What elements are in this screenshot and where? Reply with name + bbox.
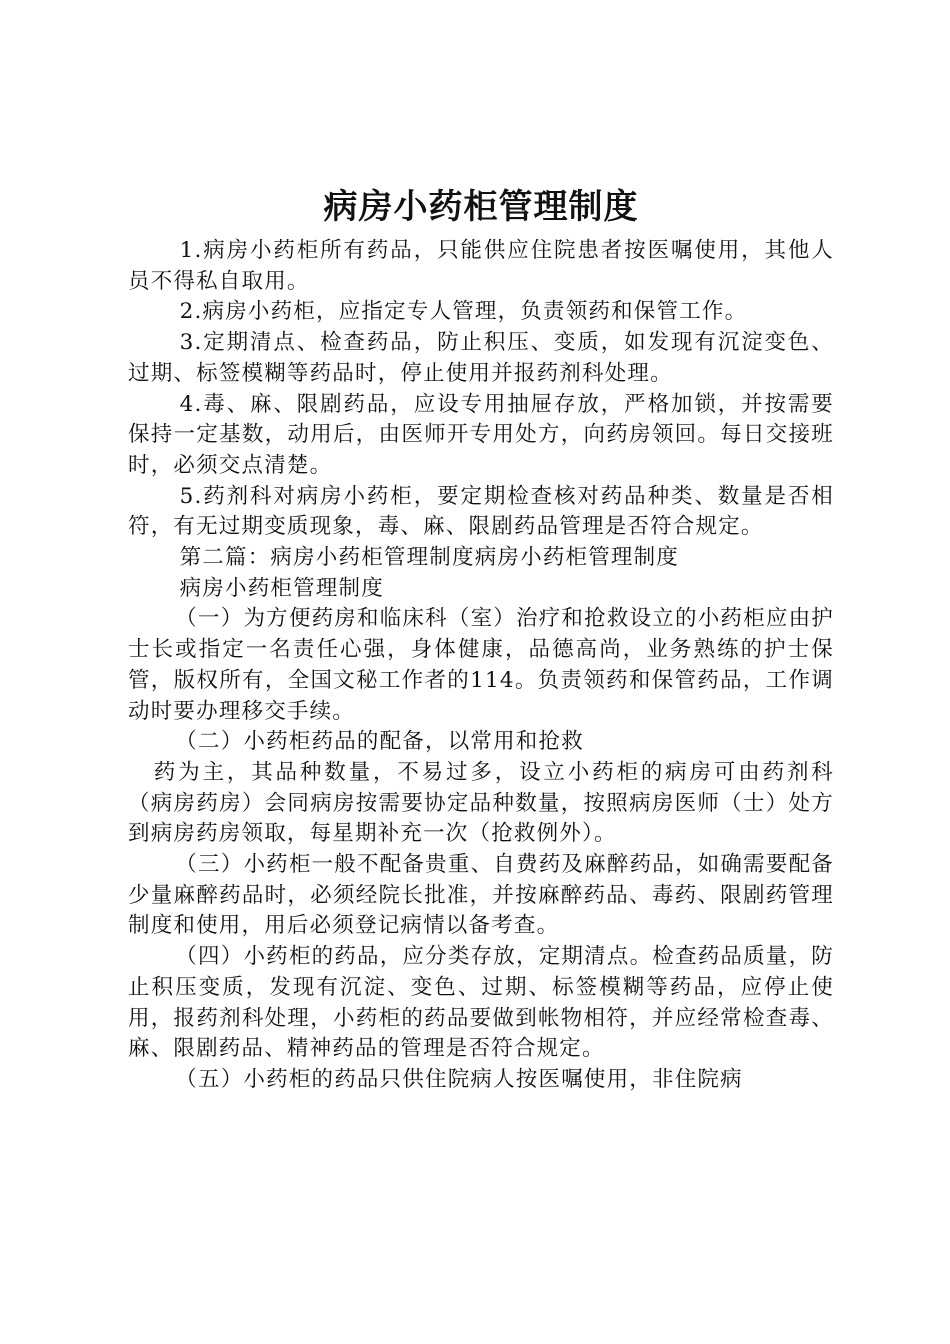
paragraph-item-2: （二）小药柜药品的配备，以常用和抢救 [175,729,584,755]
paragraph-item-2-continued: 药为主，其品种数量，不易过多，设立小药柜的病房可由药剂科（病房药房）会同病房按需要协定品种数量，按照病房医师（士）处方到病房药房领取，每星期补充一次（抢救例外）。 [128,759,834,847]
paragraph-rule-5: 5.药剂科对病房小药柜，要定期检查核对药品种类、数量是否相符，有无过期变质现象，毒、麻、限剧药品管理是否符合规定。 [128,483,834,540]
paragraph-item-3: （三）小药柜一般不配备贵重、自费药及麻醉药品，如确需要配备少量麻醉药品时，必须经院长批准，并按麻醉药品、毒药、限剧药管理制度和使用，用后必须登记病情以备考查。 [128,852,834,939]
paragraph-item-4: （四）小药柜的药品，应分类存放，定期清点。检查药品质量，防止积压变质，发现有沉淀、变色、过期、标签模糊等药品，应停止使用，报药剂科处理，小药柜的药品要做到帐物相符，并应经常检查毒、麻、限剧药品、精神药品的管理是否符合规定。 [128,944,834,1062]
document-body [128,236,834,1096]
section-heading-part-two: 第二篇：病房小药柜管理制度病房小药柜管理制度 [179,545,679,571]
document-title: 病房小药柜管理制度 [323,187,639,227]
paragraph-rule-1: 1.病房小药柜所有药品，只能供应住院患者按医嘱使用，其他人员不得私自取用。 [128,238,834,294]
paragraph-item-1: （一）为方便药房和临床科（室）治疗和抢救设立的小药柜应由护士长或指定一名责任心强，身体健康，品德高尚，业务熟练的护士保管，版权所有，全国文秘工作者的114。负责领药和保管药品，工作调动时要办理移交手续。 [128,606,834,724]
paragraph-rule-4: 4.毒、麻、限剧药品，应设专用抽屉存放，严格加锁，并按需要保持一定基数，动用后，由医师开专用处方，向药房领回。每日交接班时，必须交点清楚。 [128,391,834,478]
paragraph-rule-2: 2.病房小药柜，应指定专人管理，负责领药和保管工作。 [179,299,748,325]
paragraph-item-5: （五）小药柜的药品只供住院病人按医嘱使用，非住院病 [175,1066,743,1092]
paragraph-rule-3: 3.定期清点、检查药品，防止积压、变质，如发现有沉淀变色、过期、标签模糊等药品时，停止使用并报药剂科处理。 [128,330,834,386]
subheading: 病房小药柜管理制度 [179,575,384,601]
